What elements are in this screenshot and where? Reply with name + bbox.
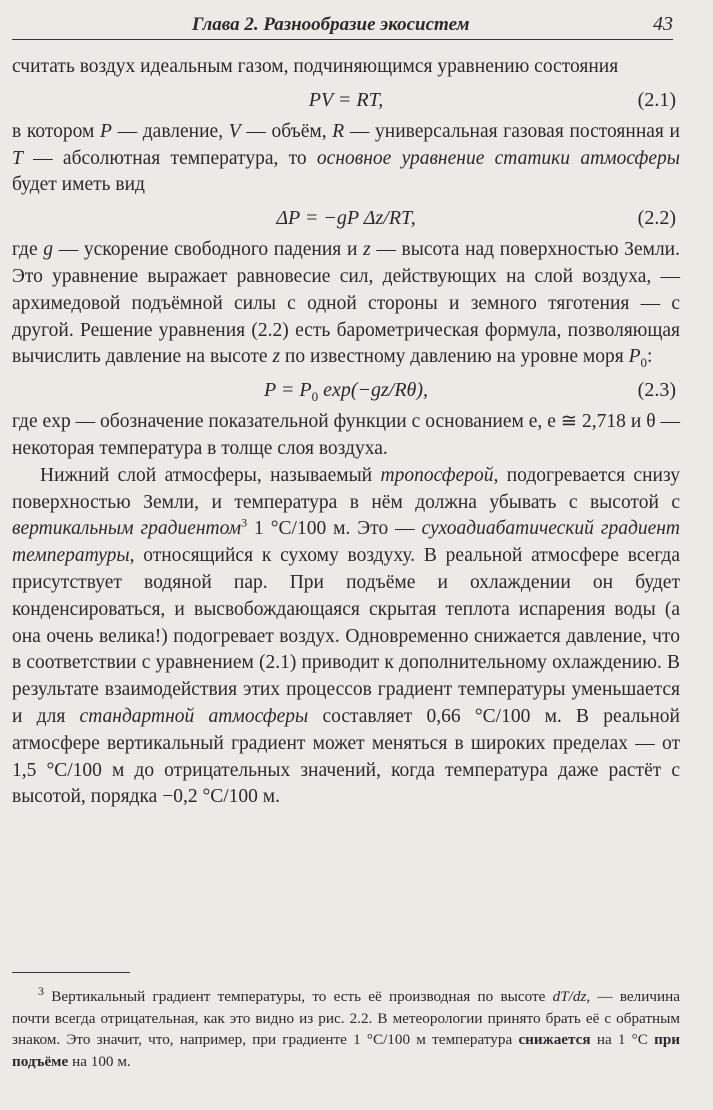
- equation-number: (2.1): [637, 88, 676, 111]
- footnote-divider: [12, 972, 130, 973]
- text: — высота над поверхностью Земли. Это уравнение выражает равновесие сил, действующих на слой воздуха, — архимедовой подъёмной силы с одной стороны и земного тяготения — с другой. Решение уравнения (2.2) есть барометрическая формула, позволяющая вычислить давление на высоте: [12, 239, 680, 368]
- text: , подогревается снизу поверхностью Земли, и температура в нём должна убывать с высотой с: [12, 464, 680, 513]
- paragraph-1: считать воздух идеальным газом, подчиняющимся уравнению состояния: [12, 56, 619, 77]
- symbol: P: [628, 346, 641, 368]
- chapter-title: Глава 2. Разнообразие экосистем: [192, 14, 470, 35]
- emphasis: снижается: [518, 1031, 591, 1048]
- term: тропосферой: [380, 464, 494, 486]
- term: основное уравнение статики атмосферы: [316, 147, 680, 169]
- symbol: R: [332, 120, 345, 142]
- text: — абсолютная температура, то: [22, 147, 317, 169]
- text: по известному давлению на уровне моря: [280, 346, 629, 368]
- subscript: 0: [311, 389, 319, 405]
- text: 1 °C/100 м. Это —: [247, 518, 422, 540]
- text: — объём,: [240, 120, 333, 142]
- paragraph-4: где exp — обозначение показательной функции с основанием е, е ≅ 2,718 и θ — некоторая температура в толще слоя воздуха.: [12, 411, 680, 459]
- text: , — величина почти всегда отрицательная, как это видно из рис. 2.2. В метеорологии принято брать её с обратным знаком. Это значит, что, например, при градиенте 1 °C/100 м температура: [12, 988, 680, 1048]
- equation-expression: ΔP = −gP Δz/RT,: [276, 207, 416, 230]
- paragraph-2: [12, 119, 680, 199]
- symbol: V: [228, 120, 241, 142]
- term: сухоадиабатический градиент температуры: [12, 518, 681, 567]
- footnote-text: [12, 983, 681, 1072]
- text: , относящийся к сухому воздуху. В реальной атмосфере всегда присутствует водяной пар. При подъёме и охлаждении он будет конденсироваться, и высвобождающаяся скрытая теплота испарения воды (а она очень велика!) подогревает воздух. Одновременно снижается давление, что в соответствии с уравнением (2.1) приводит к дополнительному охлаждению. В результате взаимодействия этих процессов градиент температуры уменьшается и для: [12, 545, 680, 727]
- footnote-ref[interactable]: 3: [241, 515, 248, 530]
- text: составляет 0,66 °C/100 м. В реальной атмосфере вертикальный градиент может меняться в широких пределах — от 1,5 °C/100 м до отрицательных значений, когда температура даже растёт с высотой, порядка −0,2 °C/100 м.: [12, 705, 680, 808]
- equation-expression: [264, 376, 428, 404]
- term: вертикальным градиентом: [12, 518, 242, 540]
- text: :: [647, 346, 653, 368]
- symbol: dT/dz: [552, 988, 587, 1005]
- page-number: 43: [653, 13, 673, 35]
- text: в котором: [12, 120, 100, 142]
- text: где: [12, 239, 44, 261]
- text: на 1 °C: [590, 1031, 655, 1048]
- paragraph-3: [12, 237, 680, 371]
- text: будет иметь вид: [12, 174, 145, 196]
- expr-part: exp(−gz/Rθ),: [318, 379, 429, 402]
- term: стандартной атмосферы: [79, 705, 309, 727]
- equation-expression: PV = RT,: [308, 88, 384, 111]
- paragraph-5: [12, 463, 680, 811]
- text: — ускорение свободного падения и: [53, 239, 364, 261]
- expr-part: P = P: [263, 379, 312, 402]
- symbol: P: [100, 120, 112, 142]
- text: — давление,: [111, 120, 229, 142]
- subscript: 0: [640, 355, 648, 371]
- text: Нижний слой атмосферы, называемый: [40, 464, 381, 486]
- symbol: g: [43, 239, 54, 261]
- main-text: [12, 54, 680, 811]
- equation-2-1: [12, 86, 680, 114]
- symbol: z: [363, 239, 371, 261]
- symbol: z: [272, 346, 281, 368]
- footnote-mark: 3: [38, 983, 44, 998]
- running-header: [12, 8, 673, 40]
- footnote: [12, 983, 681, 1072]
- symbol: T: [12, 147, 23, 169]
- text: — универсальная газовая постоянная и: [344, 120, 680, 142]
- equation-2-3: [12, 376, 680, 404]
- text: на 100 м.: [68, 1052, 131, 1070]
- text: Вертикальный градиент температуры, то есть её производная по высоте: [44, 988, 553, 1005]
- emphasis: при подъёме: [12, 1031, 681, 1070]
- equation-number: (2.3): [637, 379, 676, 402]
- equation-number: (2.2): [637, 207, 676, 230]
- equation-2-2: [12, 204, 680, 232]
